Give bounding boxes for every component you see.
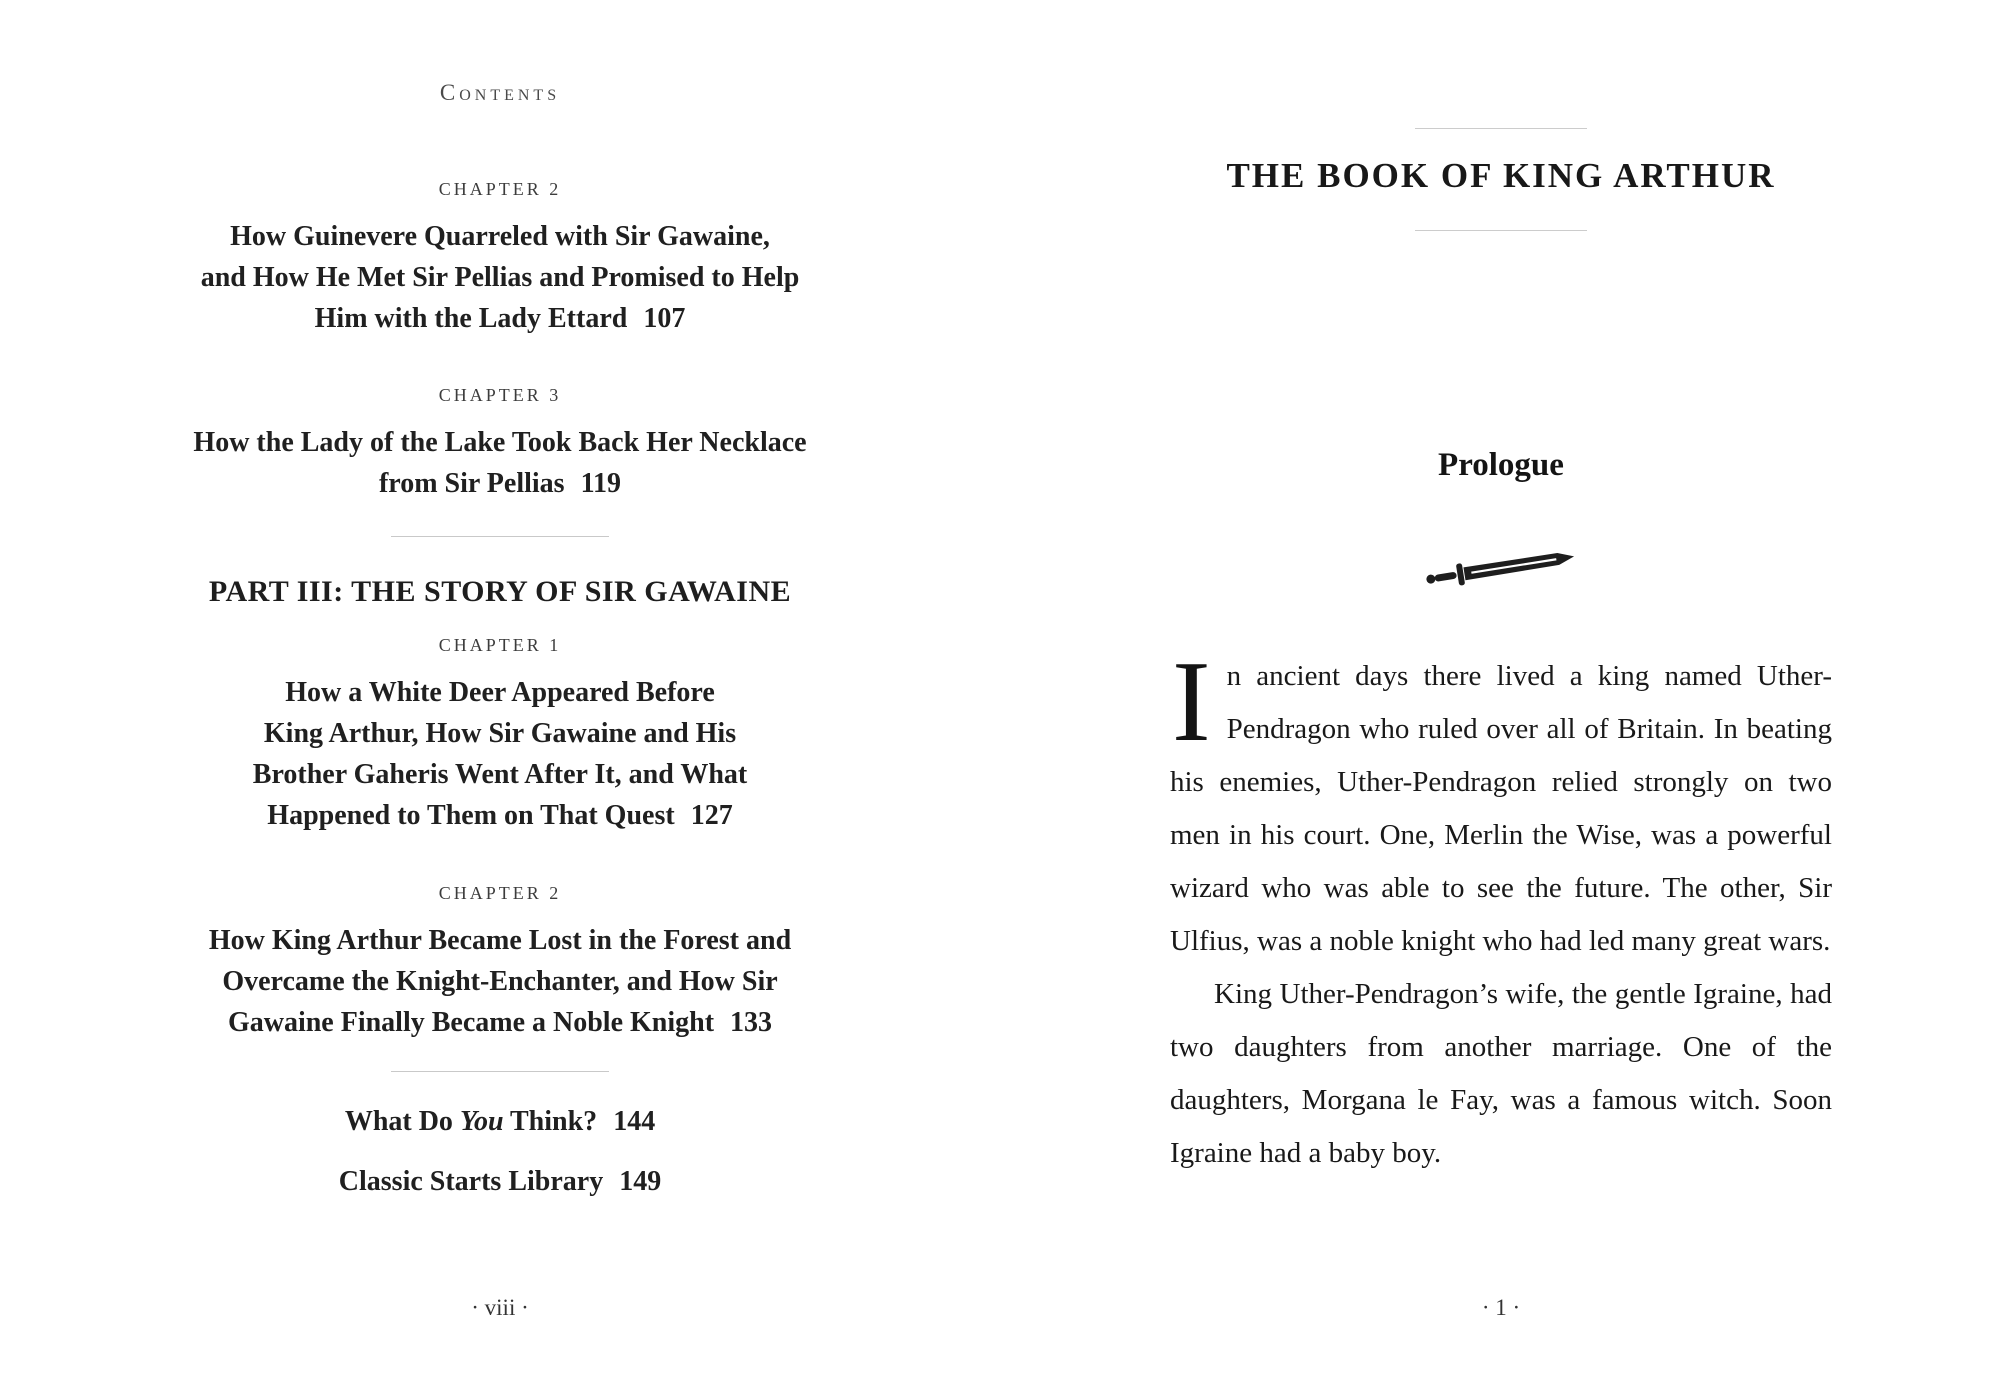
paragraph-text: King Uther-Pendragon’s wife, the gentle Igraine, had two daughters from another marriage. One of the daughters, Morgana le Fay, was a famous witch. Soon Igraine had a baby boy. (1170, 978, 1832, 1169)
chapter-title-line: from Sir Pellias 119 (378, 468, 622, 499)
page-number: 127 (690, 800, 733, 831)
toc-divider (391, 536, 609, 537)
chapter-title-line: Happened to Them on That Quest 127 (267, 800, 733, 831)
chapter-title-line: How Guinevere Quarreled with Sir Gawaine, (230, 221, 770, 252)
chapter-title-line: Gawaine Finally Became a Noble Knight 133 (227, 1007, 773, 1038)
chapter-title-line: Him with the Lady Ettard 107 (314, 303, 686, 334)
page-number: 107 (643, 303, 686, 334)
backmatter-label: What Do (344, 1106, 460, 1137)
title-rule-bottom (1415, 230, 1587, 231)
backmatter-label: Classic Starts Library (338, 1166, 604, 1197)
book-title: THE BOOK OF KING ARTHUR (1226, 156, 1776, 195)
chapter-title (140, 422, 860, 504)
chapter-title-line: How a White Deer Appeared Before (285, 677, 715, 708)
prologue-heading: Prologue (1438, 447, 1564, 483)
toc-entry-chapter3-part2 (140, 385, 860, 504)
drop-cap: I (1172, 638, 1211, 766)
sword-icon (1419, 536, 1583, 601)
chapter-title-line: How the Lady of the Lake Took Back Her Necklace (193, 427, 807, 458)
toc-entry-chapter1-part3 (140, 635, 860, 836)
part-heading: PART III: THE STORY OF SIR GAWAINE (208, 575, 792, 608)
chapter-title-line: Overcame the Knight-Enchanter, and How Sir (222, 966, 778, 997)
toc-entry-chapter2-part3 (140, 883, 860, 1043)
toc-entry-what-do-you-think (140, 1106, 860, 1138)
sword-pommel (1426, 574, 1436, 584)
toc-entry-classic-starts-library (140, 1166, 860, 1198)
sword-guard (1456, 563, 1465, 586)
toc-entry-chapter2-part2 (140, 179, 860, 339)
chapter-title (140, 920, 860, 1043)
paragraph (1170, 638, 1832, 968)
chapter-label: CHAPTER 1 (438, 635, 562, 655)
page-number: 149 (619, 1166, 662, 1197)
backmatter-label-italic: You (459, 1106, 504, 1137)
chapter-ornament (1170, 548, 1832, 593)
chapter-title-line: King Arthur, How Sir Gawaine and His (263, 718, 737, 749)
backmatter-label: Think? (503, 1106, 598, 1137)
right-page-folio: · 1 · (1481, 1295, 1521, 1320)
toc-divider (391, 1071, 609, 1072)
paragraph-text: n ancient days there lived a king named Uther-Pendragon who ruled over all of Britain. In beating his enemies, Uther-Pendragon relied strongly on two men in his court. One, Merlin the Wise, was a powerful wizard who was able to see the future. The other, Sir Ulfius, was a noble knight who had led many great wars. (1170, 660, 1832, 957)
contents-header: Contents (439, 80, 561, 105)
left-page-folio: · viii · (471, 1295, 529, 1320)
chapter-title (140, 216, 860, 339)
chapter-title (140, 672, 860, 836)
page-number: 133 (730, 1007, 773, 1038)
title-rule-top (1415, 128, 1587, 129)
chapter-label: CHAPTER 3 (438, 385, 562, 405)
sword-grip (1434, 572, 1457, 582)
paragraph (1170, 968, 1832, 1180)
chapter-label: CHAPTER 2 (438, 883, 562, 903)
chapter-label: CHAPTER 2 (438, 179, 562, 199)
page-number: 119 (580, 468, 622, 499)
chapter-title-line: and How He Met Sir Pellias and Promised to Help (200, 262, 800, 293)
prologue-body (1170, 638, 1832, 1180)
page-number: 144 (613, 1106, 656, 1137)
chapter-title-line: Brother Gaheris Went After It, and What (252, 759, 748, 790)
chapter-title-line: How King Arthur Became Lost in the Forest and (208, 925, 792, 956)
